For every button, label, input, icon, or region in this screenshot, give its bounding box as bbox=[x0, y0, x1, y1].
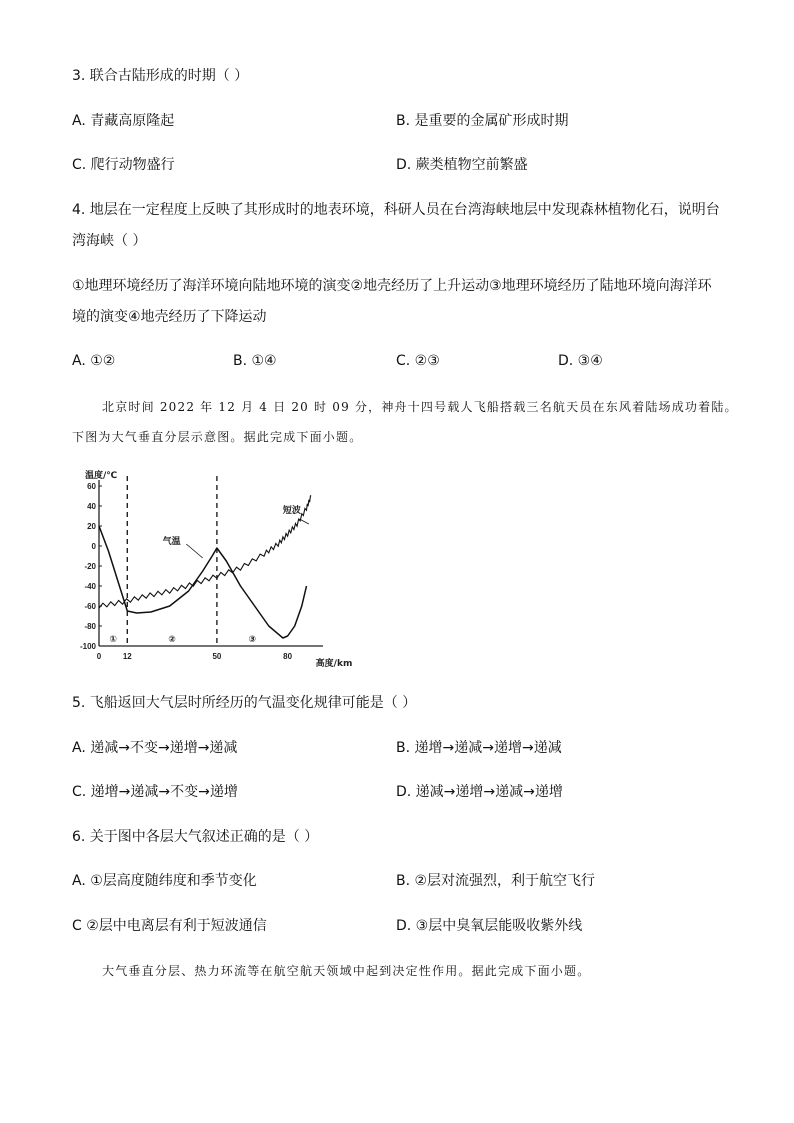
q4-stem-line-1: 4. 地层在一定程度上反映了其形成时的地表环境，科研人员在台湾海峡地层中发现森林植物化石，说明台 bbox=[72, 202, 720, 218]
atmosphere-layer-chart bbox=[68, 466, 358, 670]
passage-2-line-1: 大气垂直分层、热力环流等在航空航天领域中起到决定性作用。据此完成下面小题。 bbox=[102, 964, 591, 978]
x-axis-title: 高度/km bbox=[315, 659, 353, 669]
y-tick-label: -40 bbox=[84, 582, 96, 591]
y-tick-label: 60 bbox=[87, 482, 96, 491]
layer-boundaries bbox=[127, 476, 217, 646]
q4-stem-line-2: 湾海峡（ ） bbox=[72, 233, 147, 249]
q3-option-b: B. 是重要的金属矿形成时期 bbox=[396, 113, 569, 129]
q5-stem: 5. 飞船返回大气层时所经历的气温变化规律可能是（ ） bbox=[72, 695, 417, 711]
shortwave-leader-line bbox=[299, 519, 308, 524]
shortwave-curve bbox=[99, 496, 311, 608]
q4-option-a: A. ①② bbox=[72, 353, 116, 369]
q3-stem: 3. 联合古陆形成的时期（ ） bbox=[72, 68, 249, 84]
q4-statements-line-1: ①地理环境经历了海洋环境向陆地环境的演变②地壳经历了上升运动③地理环境经历了陆地环境向海洋环 bbox=[72, 278, 712, 294]
q3-option-c: C. 爬行动物盛行 bbox=[72, 157, 175, 173]
chart-labels bbox=[85, 469, 352, 669]
y-tick-label: 40 bbox=[87, 502, 96, 511]
layer-label: ① bbox=[109, 635, 117, 645]
y-axis-title: 温度/℃ bbox=[85, 471, 118, 481]
shortwave-series-label: 短波 bbox=[282, 506, 301, 516]
x-tick-label: 0 bbox=[96, 652, 102, 661]
q6-option-a: A. ①层高度随纬度和季节变化 bbox=[72, 873, 257, 889]
q6-stem: 6. 关于图中各层大气叙述正确的是（ ） bbox=[72, 829, 319, 845]
y-tick-label: -60 bbox=[84, 602, 96, 611]
temperature-leader-line bbox=[186, 544, 203, 558]
q4-option-d: D. ③④ bbox=[558, 353, 603, 369]
layer-label: ② bbox=[168, 635, 176, 645]
layer-label: ③ bbox=[248, 635, 257, 645]
passage-1-line-1: 北京时间 2022 年 12 月 4 日 20 时 09 分，神舟十四号载人飞船搭载三名航天员在东风着陆场成功着陆。 bbox=[102, 400, 738, 414]
q5-option-d: D. 递减→递增→递减→递增 bbox=[396, 784, 563, 800]
q6-option-c: C ②层中电离层有利于短波通信 bbox=[72, 918, 267, 934]
q5-option-b: B. 递增→递减→递增→递减 bbox=[396, 740, 562, 756]
y-tick-label: -100 bbox=[79, 642, 96, 651]
x-tick-label: 80 bbox=[283, 652, 293, 661]
passage-1-line-2: 下图为大气垂直分层示意图。据此完成下面小题。 bbox=[72, 430, 363, 444]
q3-option-a: A. 青藏高原隆起 bbox=[72, 113, 175, 129]
q4-option-c: C. ②③ bbox=[396, 353, 440, 369]
y-tick-label: 0 bbox=[91, 542, 96, 551]
chart-series bbox=[99, 496, 311, 638]
y-tick-label: 20 bbox=[87, 522, 96, 531]
y-tick-label: -80 bbox=[84, 622, 96, 631]
q3-option-d: D. 蕨类植物空前繁盛 bbox=[396, 157, 528, 173]
q4-statements-line-2: 境的演变④地壳经历了下降运动 bbox=[72, 309, 267, 325]
q5-option-a: A. 递减→不变→递增→递减 bbox=[72, 740, 238, 756]
q5-option-c: C. 递增→递减→不变→递增 bbox=[72, 784, 238, 800]
q6-option-d: D. ③层中臭氧层能吸收紫外线 bbox=[396, 918, 583, 934]
x-tick-label: 12 bbox=[122, 652, 132, 661]
temperature-series-label: 气温 bbox=[162, 537, 181, 547]
q4-option-b: B. ①④ bbox=[233, 353, 277, 369]
q6-option-b: B. ②层对流强烈，利于航空飞行 bbox=[396, 873, 596, 889]
x-tick-label: 50 bbox=[212, 652, 222, 661]
y-tick-label: -20 bbox=[84, 562, 96, 571]
